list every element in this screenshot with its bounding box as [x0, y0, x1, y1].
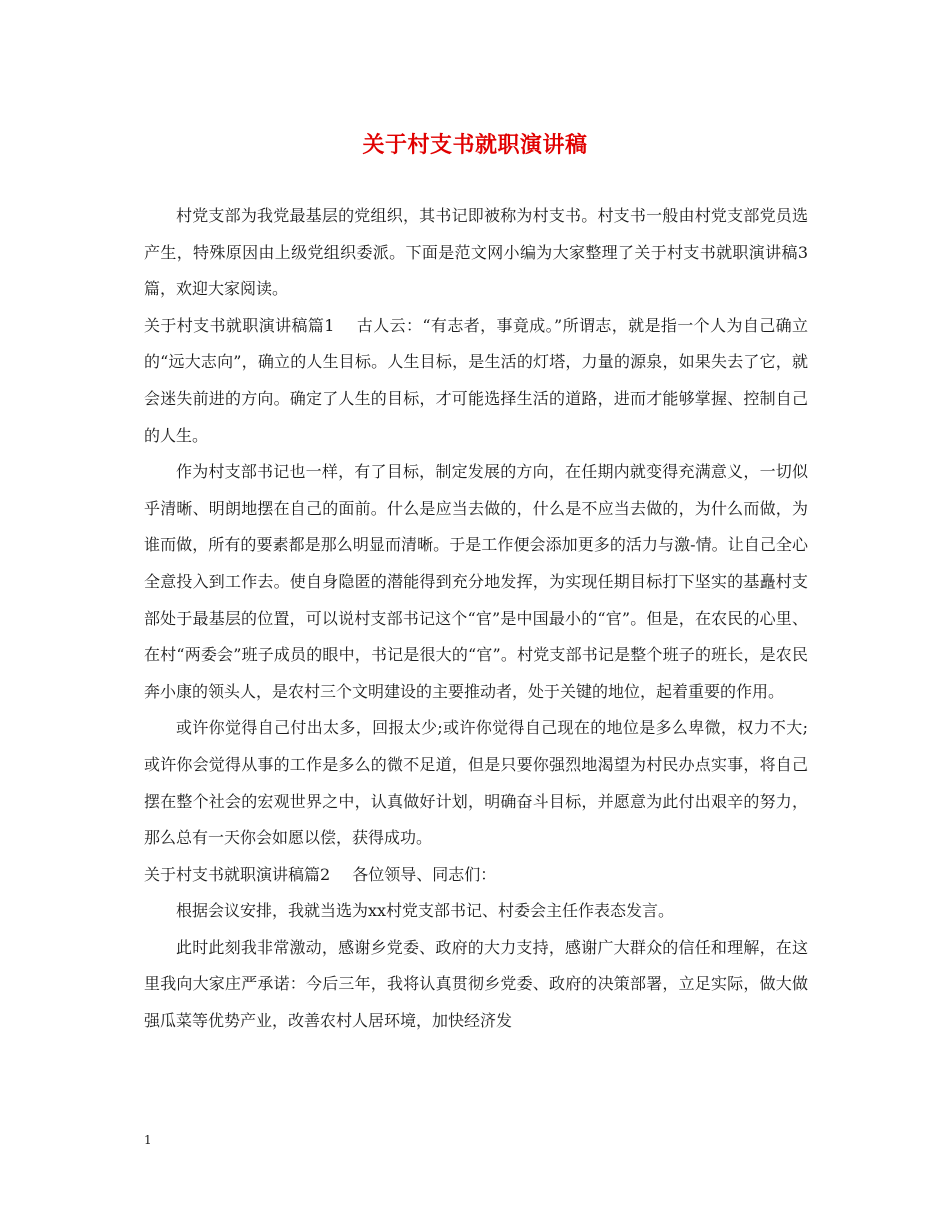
- document-body: [144, 198, 808, 1040]
- section-2-paragraph-3: 此时此刻我非常激动，感谢乡党委、政府的大力支持，感谢广大群众的信任和理解，在这里我向大家庄严承诺：今后三年，我将认真贯彻乡党委、政府的决策部署，立足实际，做大做强瓜菜等优势产业，改善农村人居环境，加快经济发: [144, 937, 808, 1031]
- section-2-salutation: 各位领导、同志们：: [352, 864, 497, 884]
- intro-paragraph: 村党支部为我党最基层的党组织，其书记即被称为村支书。村支书一般由村党支部党员选产生，特殊原因由上级党组织委派。下面是范文网小编为大家整理了关于村支书就职演讲稿3篇，欢迎大家阅读。: [144, 206, 808, 299]
- section-2-first-paragraph: [144, 857, 808, 894]
- section-1-paragraph-2: 作为村支部书记也一样，有了目标，制定发展的方向，在任期内就变得充满意义，一切似乎清晰、明朗地摆在自己的面前。什么是应当去做的，什么是不应当去做的，为什么而做，为谁而做，所有的要素都是那么明显而清晰。于是工作便会添加更多的活力与激-情。让自己全心全意投入到工作去。使自身隐匿的潜能得到充分地发挥，为实现任期目标打下坚实的基矗村支部处于最基层的位置，可以说村支部书记这个“官”是中国最小的“官”。但是，在农民的心里、在村“两委会”班子成员的眼中，书记是很大的“官”。村党支部书记是整个班子的班长，是农民奔小康的领头人，是农村三个文明建设的主要推动者，处于关键的地位，起着重要的作用。: [144, 462, 808, 701]
- section-1-heading: 关于村支书就职演讲稿篇1: [144, 315, 335, 335]
- section-1-paragraph-3: 或许你觉得自己付出太多，回报太少;或许你觉得自己现在的地位是多么卑微，权力不大;或许你会觉得从事的工作是多么的微不足道，但是只要你强烈地渴望为村民办点实事，将自己摆在整个社会的宏观世界之中，认真做好计划，明确奋斗目标，并愿意为此付出艰辛的努力，那么总有一天你会如愿以偿，获得成功。: [144, 718, 808, 848]
- section-2-heading: 关于村支书就职演讲稿篇2: [144, 864, 331, 884]
- document-title: 关于村支书就职演讲稿: [362, 132, 588, 158]
- section-2-paragraph-2: 根据会议安排，我就当选为xx村党支部书记、村委会主任作表态发言。: [176, 901, 675, 921]
- page-number: 1: [144, 1133, 152, 1147]
- section-1-first-paragraph: [144, 308, 808, 454]
- section-1-text: 古人云：“有志者，事竟成。”所谓志，就是指一个人为自己确立的“远大志向”，确立的人生目标。人生目标，是生活的灯塔，力量的源泉，如果失去了它，就会迷失前进的方向。确定了人生的目标，才可能选择生活的道路，进而才能够掌握、控制自己的人生。: [144, 315, 808, 445]
